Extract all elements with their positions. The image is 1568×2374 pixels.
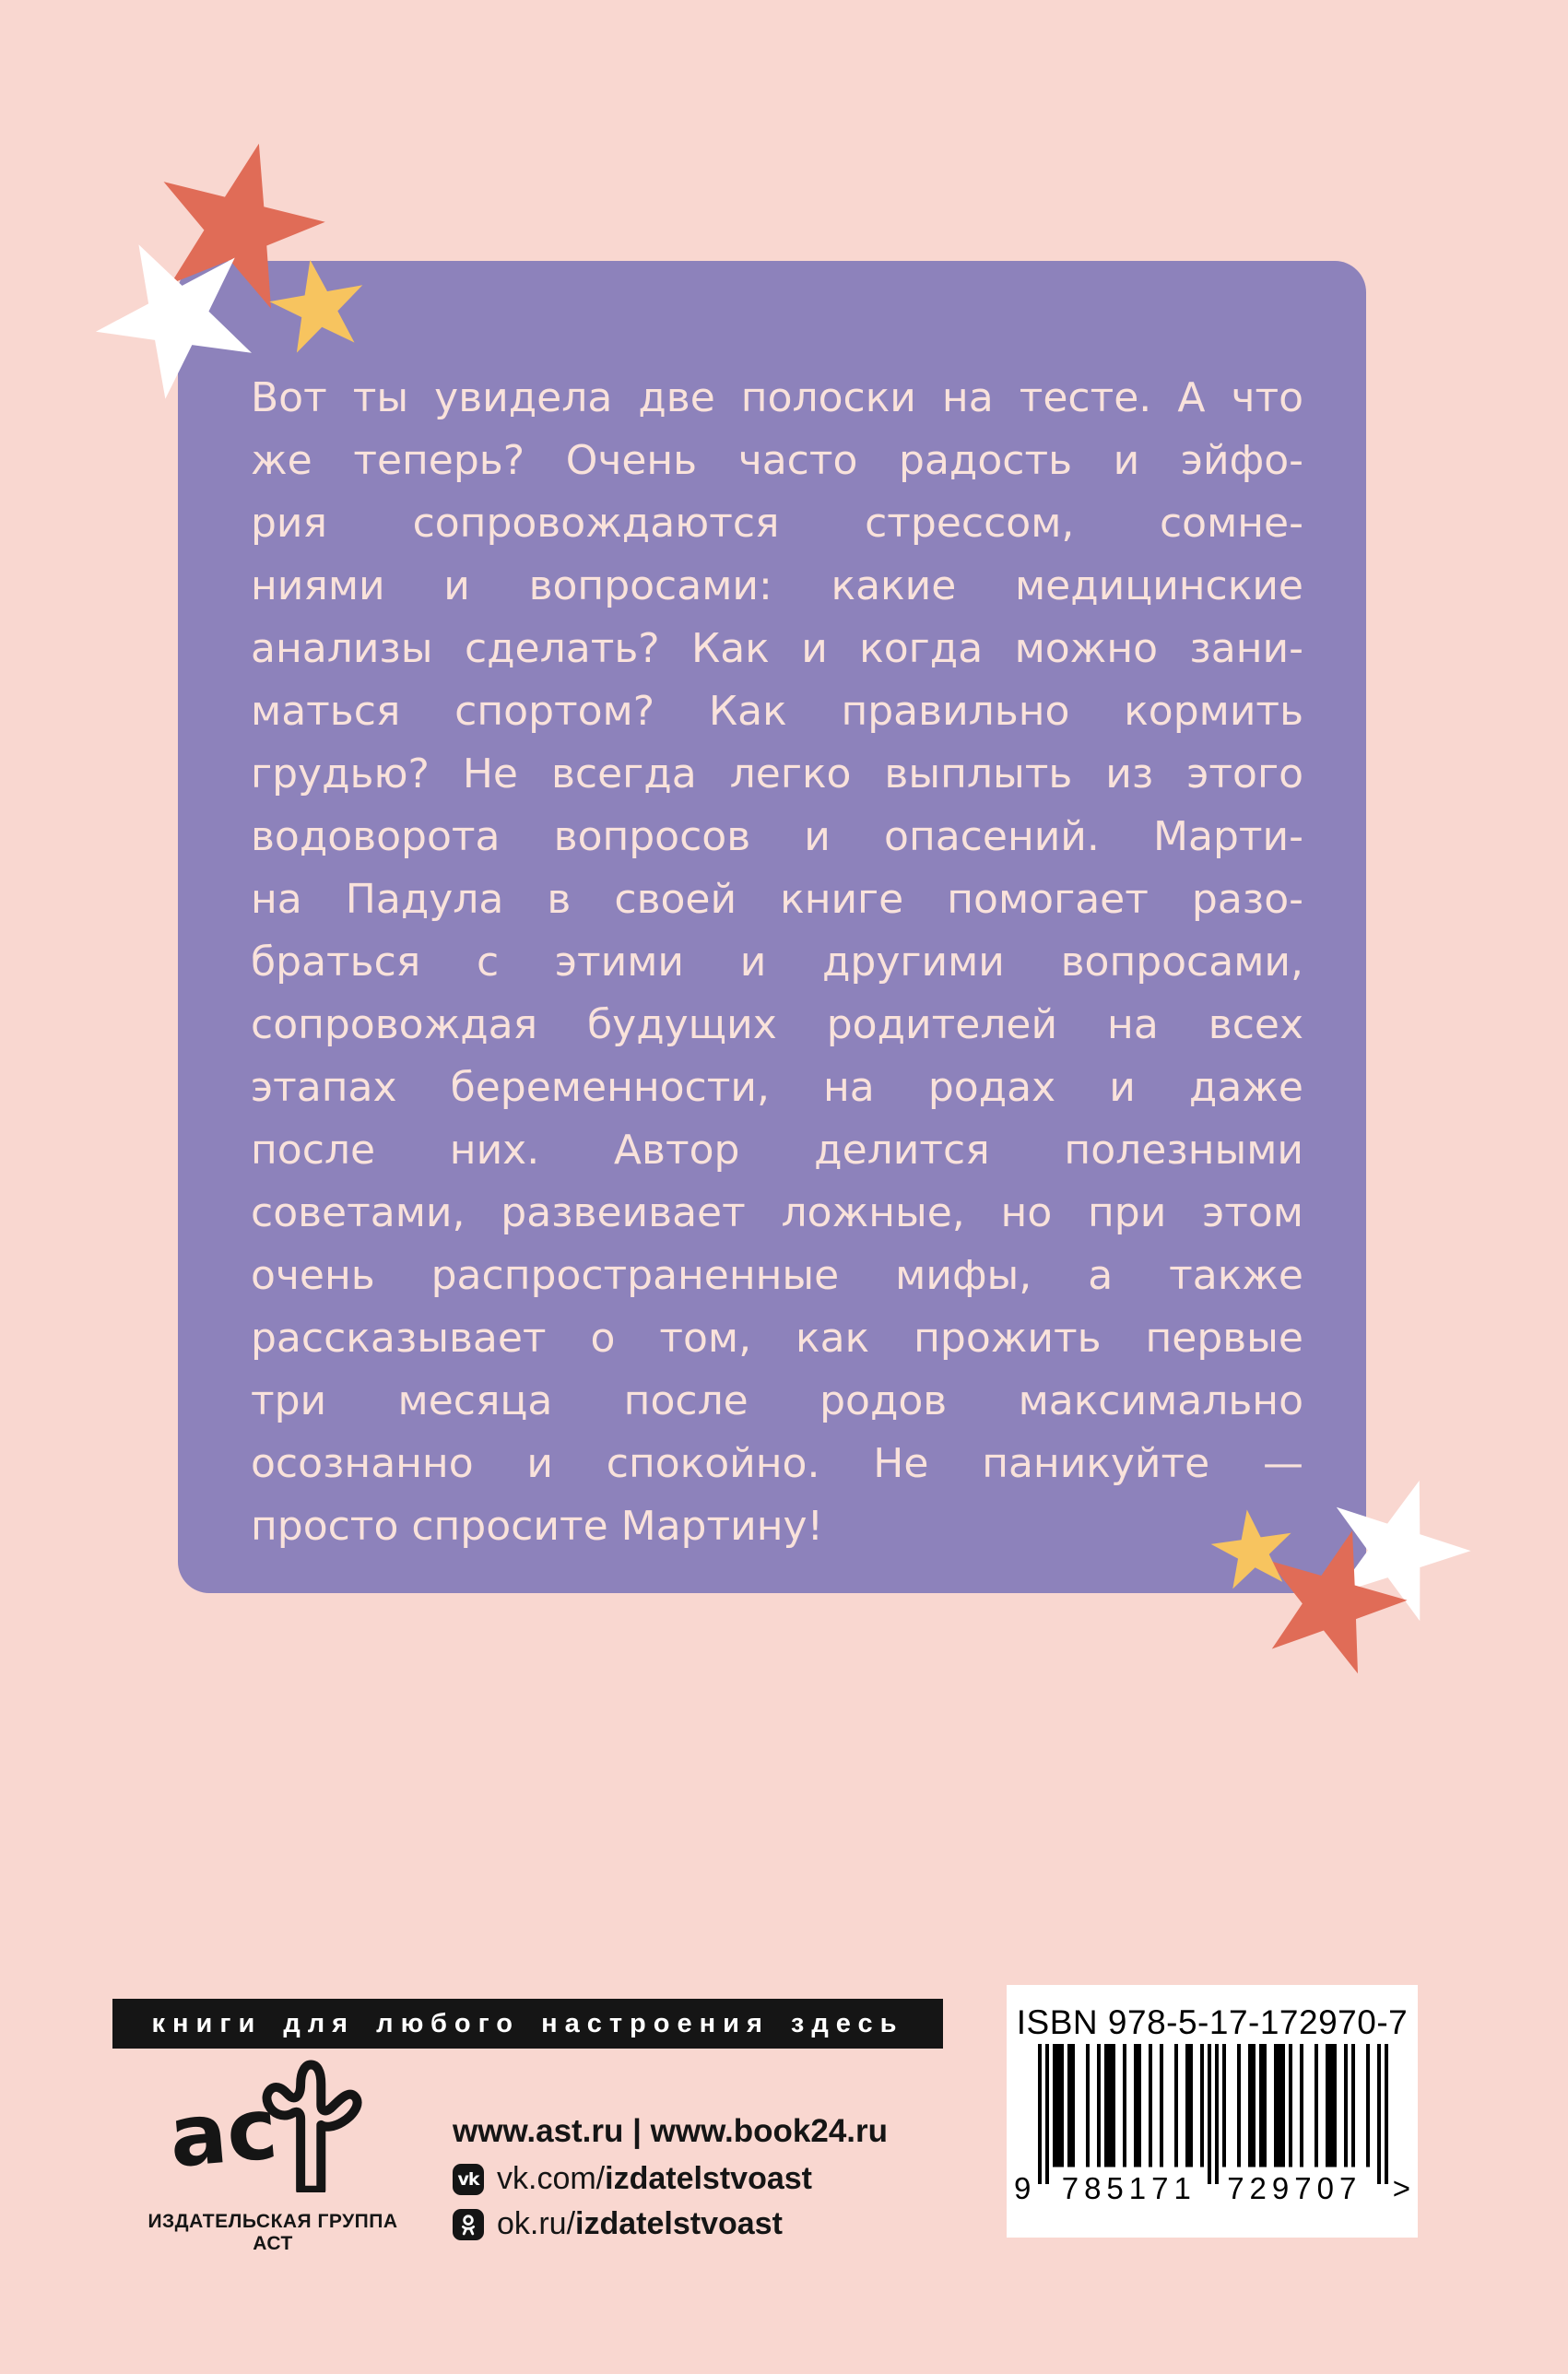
barcode-caption [1014, 2171, 1410, 2206]
slogan-bar [112, 1999, 943, 2049]
cactus-logo-icon [240, 2060, 378, 2192]
vk-icon-glyph: vk [457, 2168, 479, 2190]
ok-prefix: ok.ru/ [497, 2206, 576, 2241]
barcode-digits-right: 729707 [1227, 2171, 1362, 2205]
ok-icon-glyph [456, 2213, 480, 2237]
publisher-label: ИЗДАТЕЛЬСКАЯ ГРУППА АСТ [147, 2211, 398, 2254]
websites-line: www.ast.ru | www.book24.ru [453, 2113, 889, 2149]
annotation-line: осознанно и спокойно. Не паникуйте — [251, 1440, 1303, 1487]
slogan-text: книги для любого настроения здесь [151, 2008, 904, 2038]
barcode-digit-lead: 9 [1014, 2171, 1032, 2205]
annotation-line: просто спросите Мартину! [251, 1503, 824, 1550]
annotation-line: Вот ты увидела две полоски на тесте. А что [251, 374, 1303, 421]
annotation-line: три месяца после родов максимально [251, 1377, 1303, 1424]
ok-icon [453, 2209, 484, 2240]
ok-link-row [453, 2206, 783, 2242]
ean13-barcode [1038, 2044, 1388, 2184]
ast-logo-letters: ас [165, 2079, 282, 2187]
barcode-digits-left: 785171 [1061, 2171, 1197, 2205]
annotation-line: браться с этими и другими вопросами, [251, 939, 1303, 986]
annotation-line: водоворота вопросов и опасений. Марти- [251, 813, 1303, 860]
vk-link-text [497, 2161, 812, 2197]
barcode-arrow: > [1392, 2171, 1410, 2205]
annotation-line: рассказывает о том, как прожить первые [251, 1315, 1303, 1362]
vk-prefix: vk.com/ [497, 2161, 606, 2196]
annotation-line: после них. Автор делится полезными [251, 1127, 1303, 1174]
isbn-text: ISBN 978-5-17-172970-7 [1016, 2003, 1409, 2041]
vk-link-row [453, 2161, 812, 2197]
annotation-line: рия сопровождаются стрессом, сомне- [251, 500, 1303, 547]
annotation-line: же теперь? Очень часто радость и эйфо- [251, 437, 1303, 484]
annotation-line: грудью? Не всегда легко выплыть из этого [251, 750, 1303, 797]
isbn-box [1007, 1985, 1418, 2238]
annotation-line: сопровождая будущих родителей на всех [251, 1001, 1303, 1048]
vk-account: izdatelstvoast [605, 2161, 812, 2196]
annotation-line: ниями и вопросами: какие медицинские [251, 562, 1303, 609]
annotation-line: этапах беременности, на родах и даже [251, 1064, 1303, 1111]
annotation-line: очень распространенные мифы, а также [251, 1252, 1303, 1299]
ok-account: izdatelstvoast [575, 2206, 783, 2241]
annotation-line: маться спортом? Как правильно кормить [251, 688, 1303, 735]
annotation-text-block [251, 367, 1303, 1558]
annotation-line: на Падула в своей книге помогает разо- [251, 876, 1303, 923]
annotation-line: советами, развеивает ложные, но при этом [251, 1189, 1303, 1236]
ok-link-text [497, 2206, 783, 2242]
annotation-line: анализы сделать? Как и когда можно зани- [251, 625, 1303, 672]
vk-icon [453, 2164, 484, 2195]
